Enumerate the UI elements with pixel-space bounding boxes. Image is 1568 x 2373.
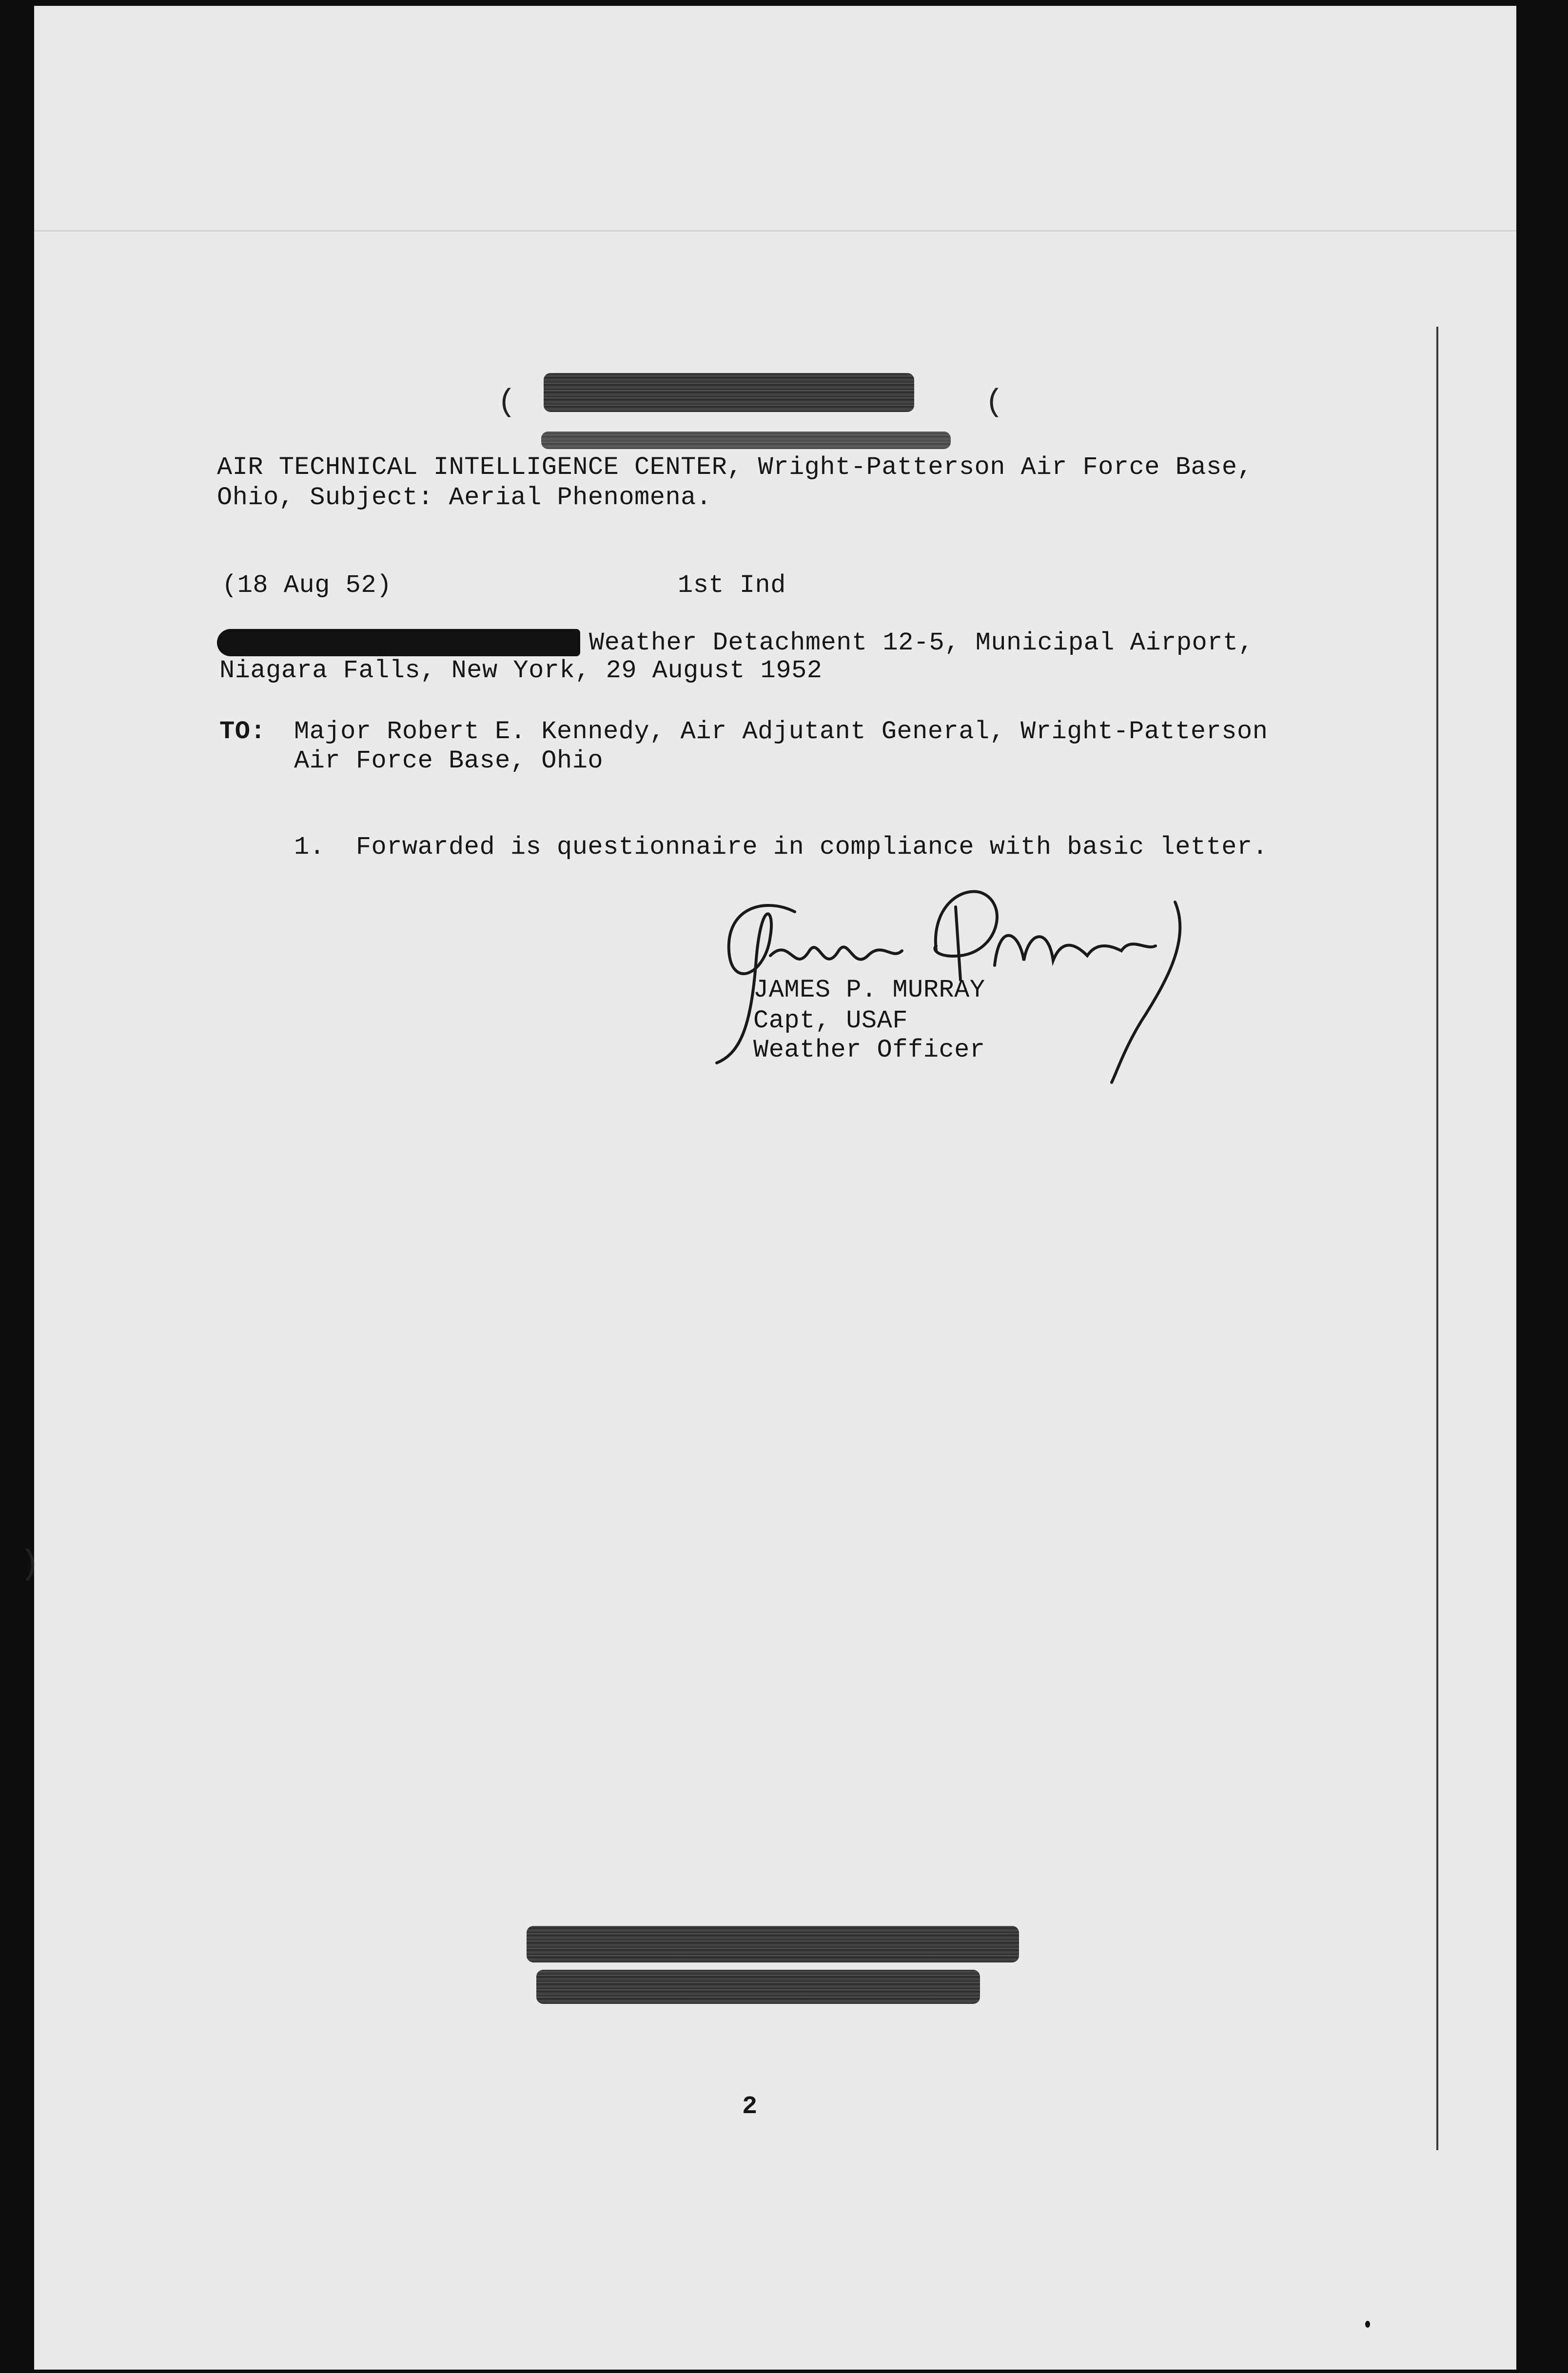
page-number: 2: [742, 2092, 758, 2121]
classification-stamp-top-2: [541, 431, 951, 449]
classification-stamp-top: [544, 373, 914, 412]
indorsement-number: 1st Ind: [678, 571, 786, 600]
redaction-bar: [217, 629, 580, 656]
from-line-1: Weather Detachment 12-5, Municipal Airport,: [589, 628, 1254, 657]
signer-name: JAMES P. MURRAY: [753, 976, 985, 1004]
stamp-paren-left: (: [497, 385, 516, 420]
edge-mark: ): [20, 1546, 40, 1584]
speck: [1365, 2321, 1370, 2328]
signer-title: Weather Officer: [753, 1036, 985, 1064]
to-label: TO:: [219, 717, 266, 746]
date-reference: (18 Aug 52): [222, 571, 392, 600]
classification-stamp-bottom: [527, 1926, 1019, 1962]
signer-rank: Capt, USAF: [753, 1006, 908, 1035]
to-line-2: Air Force Base, Ohio: [294, 746, 604, 775]
classification-stamp-bottom-2: [536, 1970, 980, 2004]
paragraph-1: 1. Forwarded is questionnaire in compliance with basic letter.: [294, 833, 1268, 862]
header-line-1: AIR TECHNICAL INTELLIGENCE CENTER, Wright-Patterson Air Force Base,: [217, 453, 1253, 482]
to-line-1: Major Robert E. Kennedy, Air Adjutant General, Wright-Patterson: [294, 717, 1268, 746]
from-line-2: Niagara Falls, New York, 29 August 1952: [219, 656, 823, 685]
stamp-paren-right: (: [985, 385, 1004, 420]
header-line-2: Ohio, Subject: Aerial Phenomena.: [217, 483, 712, 512]
